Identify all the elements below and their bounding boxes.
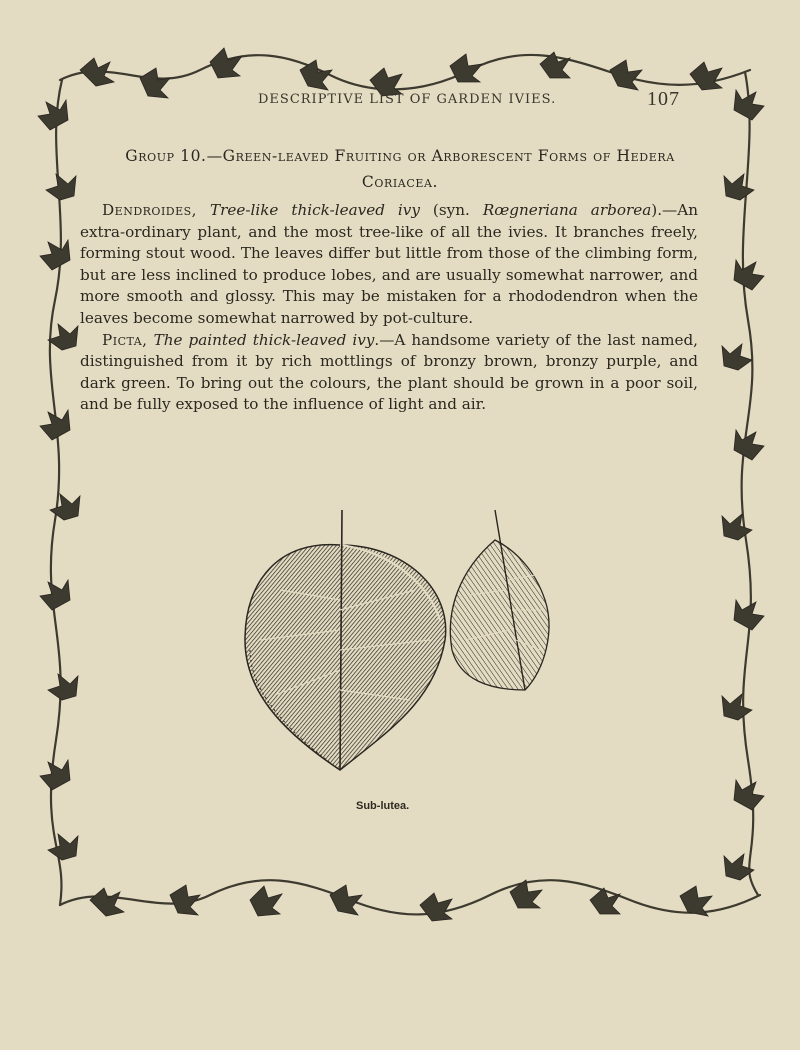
entry-text: ).—An extra-ordinary plant, and the most tree-like of all the ivies. It branches freely, forming stout wood. The leaves differ but little from those of the climbing form, but are less inclined to produce lobes, and are usually somewhat narrower, and more smooth and glossy. This may be mistaken for a rhododendron when the leaves become somewhat narrowed by pot-culture.	[80, 201, 698, 327]
entry-name: Dendroides,	[102, 201, 198, 219]
group-title-line1: Group 10.—Green-leaved Fruiting or Arborescent Forms of Hedera	[125, 147, 675, 165]
ivy-leaf-engraving-icon	[190, 500, 610, 790]
running-head-title: DESCRIPTIVE LIST OF GARDEN IVIES.	[258, 92, 557, 107]
entry-syn-prefix: (syn.	[419, 201, 483, 219]
group-title	[90, 143, 710, 195]
entry-common-name: Tree-like thick-leaved ivy	[210, 201, 420, 219]
page-number: 107	[647, 88, 680, 110]
figure-caption: Sub-lutea.	[356, 800, 410, 812]
body-text	[80, 200, 698, 416]
group-title-line2: Coriacea.	[361, 173, 439, 191]
entry-text: .—A handsome variety of the last named, distinguished from it by rich mottlings of bronzy brown, bronzy purple, and dark green. To bring out the colours, the plant should be grown in a poor soil, and be fully exposed to the influence of light and air.	[80, 330, 699, 414]
entry-name: Picta,	[102, 330, 148, 349]
entry-synonym: Rœgneriana arborea	[482, 201, 652, 219]
entry-common-name: The painted thick-leaved ivy	[153, 330, 375, 349]
entry-picta	[80, 330, 698, 416]
entry-dendroides	[80, 200, 698, 330]
